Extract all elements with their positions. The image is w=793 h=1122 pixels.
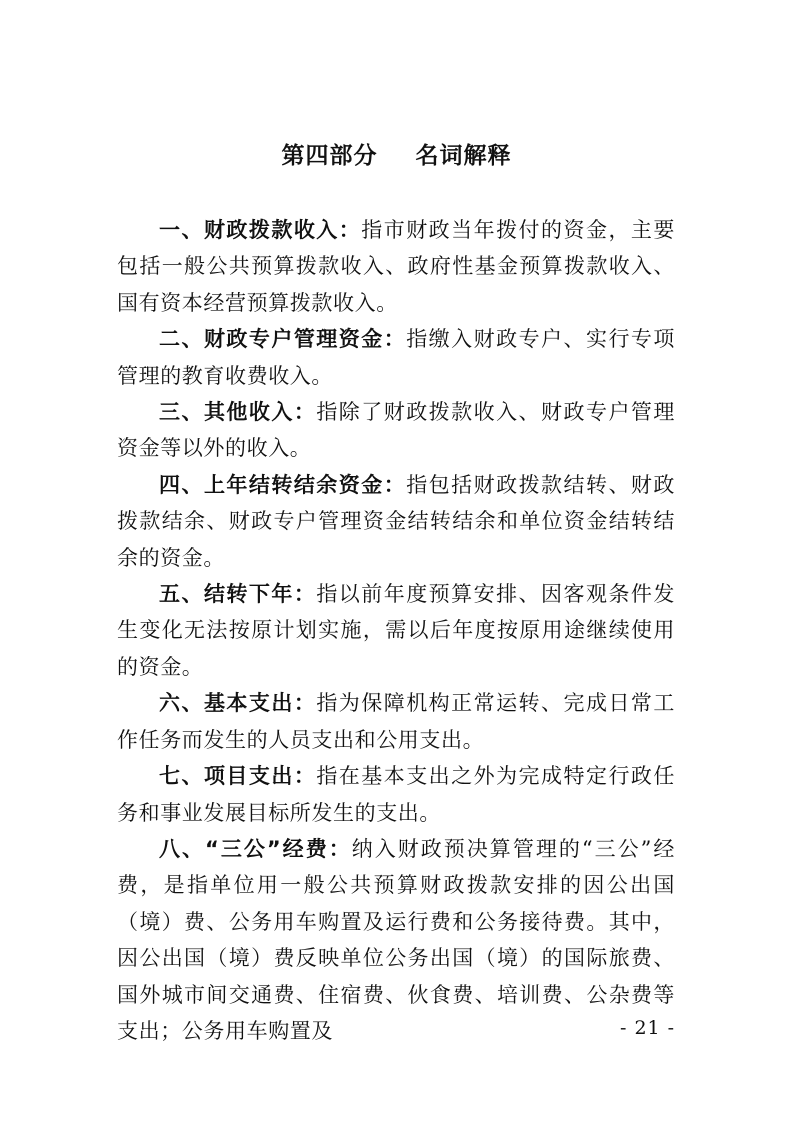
page-number: - 21 - (620, 1017, 676, 1039)
glossary-definition: 指市财政当年拨付的资金，主要包括一般公共预算拨款收入、政府性基金预算拨款收入、国有资本经营预算拨款收入。 (117, 218, 675, 315)
glossary-term: 一、财政拨款收入： (159, 218, 362, 242)
glossary-entry (117, 394, 675, 467)
glossary-term: 五、结转下年： (159, 582, 317, 607)
glossary-entry (117, 685, 675, 758)
glossary-term: 八、“三公”经费： (159, 836, 352, 861)
glossary-entry (117, 576, 675, 685)
glossary-term: 二、财政专户管理资金： (159, 327, 407, 352)
glossary-definition: 指缴入财政专户、实行专项管理的教育收费收入。 (117, 327, 675, 388)
glossary-entry (117, 831, 675, 1049)
glossary-entry (117, 212, 675, 321)
glossary-entry (117, 758, 675, 831)
glossary-body (117, 212, 675, 1049)
glossary-definition: 纳入财政预决算管理的“三公”经费，是指单位用一般公共预算财政拨款安排的因公出国（境）费、公务用车购置及运行费和公务接待费。其中，因公出国（境）费反映单位公务出国（境）的国际旅费、国外城市间交通费、住宿费、伙食费、培训费、公杂费等支出；公务用车购置及 (117, 836, 675, 1043)
glossary-term: 四、上年结转结余资金： (159, 472, 407, 497)
page-title: 第四部分 名词解释 (281, 143, 512, 169)
glossary-definition: 指为保障机构正常运转、完成日常工作任务而发生的人员支出和公用支出。 (117, 691, 675, 752)
glossary-definition: 指在基本支出之外为完成特定行政任务和事业发展目标所发生的支出。 (117, 764, 675, 825)
glossary-term: 三、其他收入： (159, 400, 317, 425)
glossary-entry (117, 467, 675, 576)
glossary-term: 六、基本支出： (159, 691, 317, 716)
glossary-entry (117, 321, 675, 394)
glossary-definition: 指包括财政拨款结转、财政拨款结余、财政专户管理资金结转结余和单位资金结转结余的资金。 (117, 472, 675, 570)
glossary-definition: 指以前年度预算安排、因客观条件发生变化无法按原计划实施，需以后年度按原用途继续使用的资金。 (117, 582, 675, 679)
glossary-definition: 指除了财政拨款收入、财政专户管理资金等以外的收入。 (117, 400, 675, 461)
glossary-term: 七、项目支出： (159, 764, 317, 789)
